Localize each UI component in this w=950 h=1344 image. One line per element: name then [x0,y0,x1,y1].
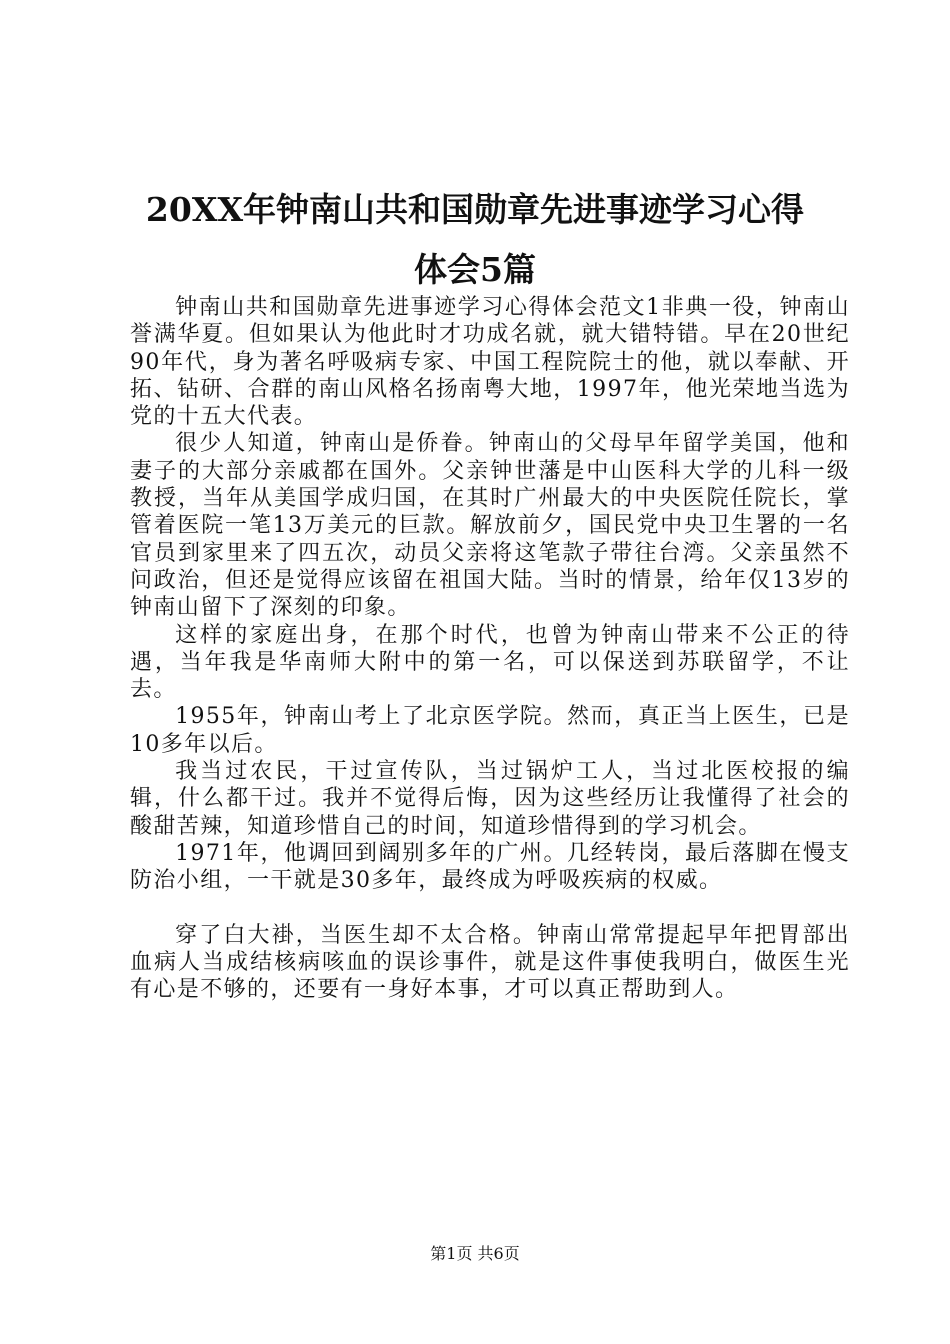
document-title-line-1: 20XX年钟南山共和国勋章先进事迹学习心得 [145,190,805,229]
paragraph: 钟南山共和国勋章先进事迹学习心得体会范文1非典一役，钟南山誉满华夏。但如果认为他此时才功成名就，就大错特错。早在20世纪90年代，身为著名呼吸病专家、中国工程院院士的他，就以奉献、开拓、钻研、合群的南山风格名扬南粤大地，1997年，他光荣地当选为党的十五大代表。 [130,295,850,430]
page-footer: 第1页 共6页 [430,1244,520,1263]
document-body [130,294,850,1003]
paragraph: 1955年，钟南山考上了北京医学院。然而，真正当上医生，已是10多年以后。 [130,704,850,757]
paragraph: 这样的家庭出身，在那个时代，也曾为钟南山带来不公正的待遇，当年我是华南师大附中的第一名，可以保送到苏联留学，不让去。 [130,622,850,703]
paragraph: 很少人知道，钟南山是侨眷。钟南山的父母早年留学美国，他和妻子的大部分亲戚都在国外。父亲钟世藩是中山医科大学的儿科一级教授，当年从美国学成归国，在其时广州最大的中央医院任院长，掌管着医院一笔13万美元的巨款。解放前夕，国民党中央卫生署的一名官员到家里来了四五次，动员父亲将这笔款子带往台湾。父亲虽然不问政治，但还是觉得应该留在祖国大陆。当时的情景，给年仅13岁的钟南山留下了深刻的印象。 [130,431,850,621]
document-title-line-2: 体会5篇 [414,250,536,289]
paragraph: 1971年，他调回到阔别多年的广州。几经转岗，最后落脚在慢支防治小组，一干就是30多年，最终成为呼吸疾病的权威。 [130,840,850,894]
paragraph: 穿了白大褂，当医生却不太合格。钟南山常常提起早年把胃部出血病人当成结核病咳血的误诊事件，就是这件事使我明白，做医生光有心是不够的，还要有一身好本事，才可以真正帮助到人。 [130,922,850,1003]
paragraph: 我当过农民，干过宣传队，当过锅炉工人，当过北医校报的编辑，什么都干过。我并不觉得后悔，因为这些经历让我懂得了社会的酸甜苦辣，知道珍惜自己的时间，知道珍惜得到的学习机会。 [130,759,850,839]
